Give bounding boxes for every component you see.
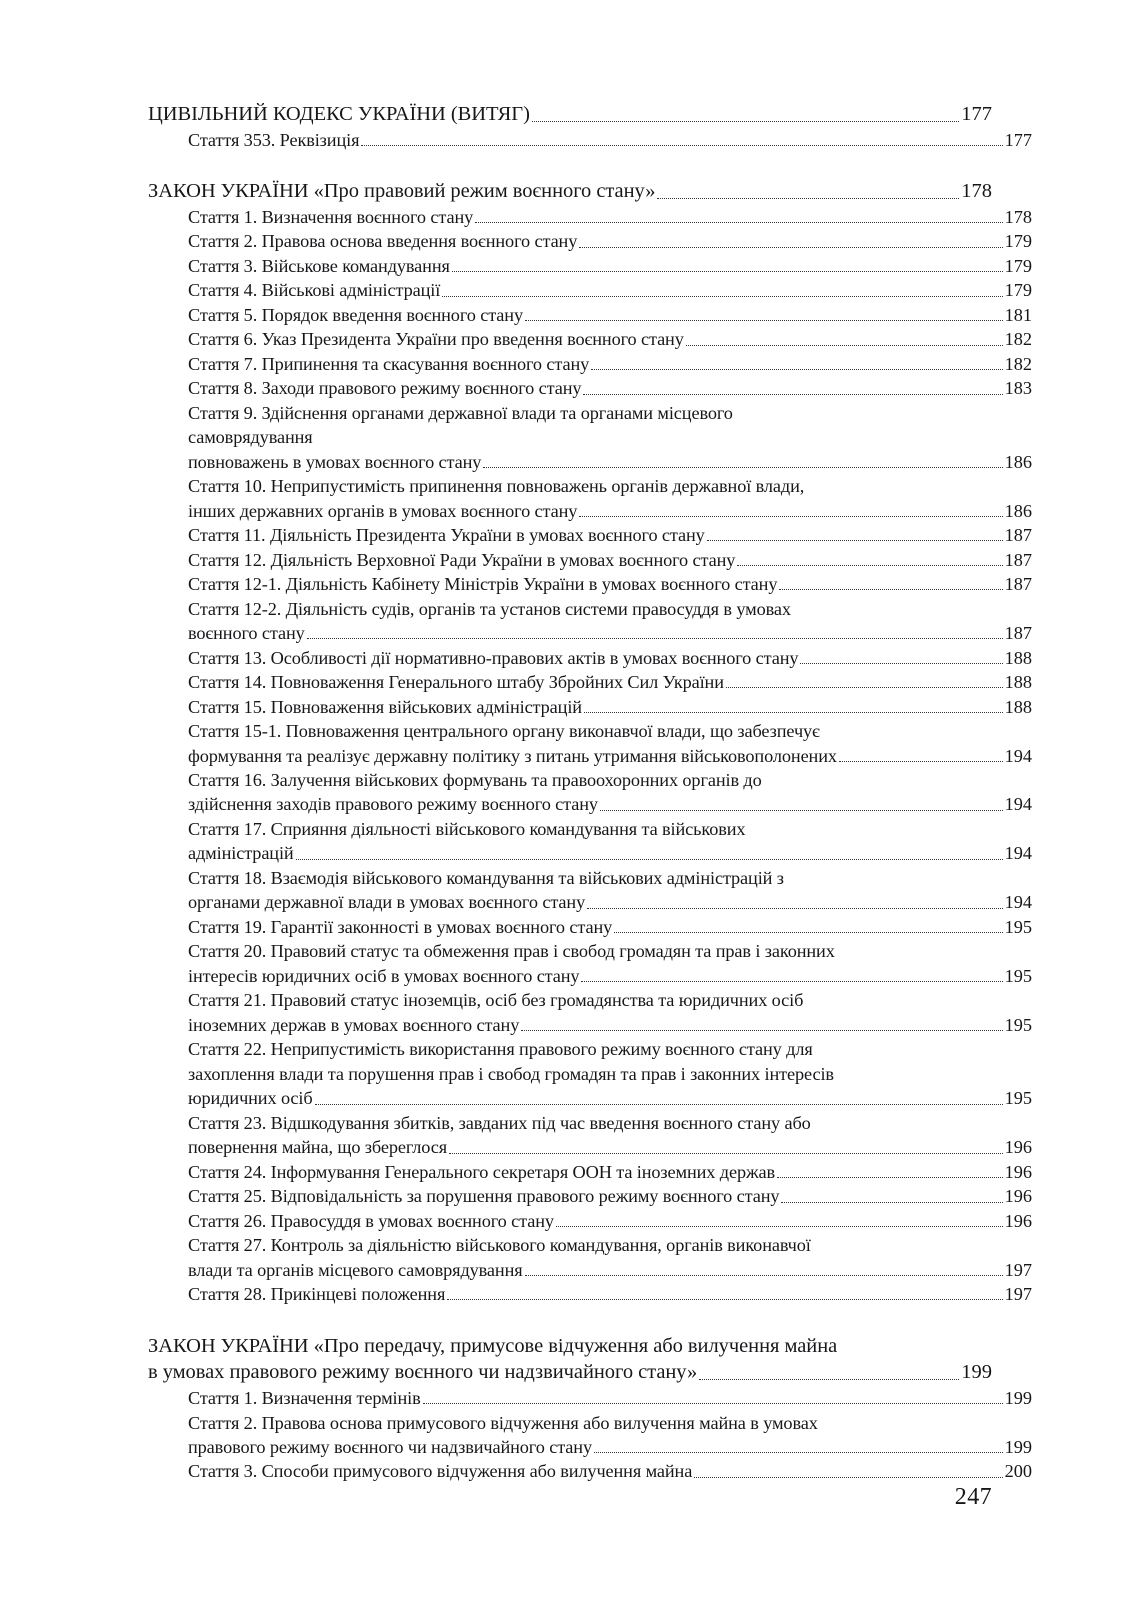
entry-page-number: 187 [1004,574,1032,595]
toc-article-entry[interactable] [148,131,1032,149]
toc-article-entry[interactable] [148,330,1032,348]
entry-page-number: 195 [1004,916,1032,937]
toc-article-entry-continuation [148,771,1032,789]
entry-page-number: 182 [1004,353,1032,374]
toc-article-entry[interactable] [148,967,1032,985]
article-title: Стаття 19. Гарантії законності в умовах воєнного стану [188,916,613,937]
article-title: Стаття 28. Прикінцеві положення [188,1284,446,1305]
entry-page-number: 196 [1004,1210,1032,1231]
dot-leader [737,553,1002,569]
toc-section-entry[interactable] [148,104,992,125]
dot-leader [525,1263,1003,1279]
toc-article-entry[interactable] [148,1163,1032,1181]
article-title: Стаття 27. Контроль за діяльністю військового командування, органів виконавчої [188,1235,811,1256]
dot-leader [583,382,1002,398]
toc-article-entry[interactable] [148,1261,1032,1279]
toc-article-entry[interactable] [148,453,1032,471]
article-title: інтересів юридичних осіб в умовах воєнного стану [188,965,580,986]
entry-page-number: 186 [1004,500,1032,521]
toc-article-entry-continuation [148,1414,1032,1432]
toc-article-entry[interactable] [148,1438,1032,1456]
toc-article-entry[interactable] [148,1212,1032,1230]
dot-leader [447,1287,1002,1303]
article-title: Стаття 2. Правова основа введення воєнного стану [188,231,578,252]
article-title: Стаття 4. Військові адміністрації [188,280,441,301]
toc-article-entry[interactable] [148,208,1032,226]
toc-section-entry[interactable] [148,1362,992,1383]
toc-article-entry[interactable] [148,379,1032,397]
dot-leader [587,896,1002,912]
article-title: інших державних органів в умовах воєнного стану [188,500,578,521]
toc-article-entry-continuation [148,869,1032,887]
article-title: Стаття 12. Діяльність Верховної Ради України в умовах воєнного стану [188,549,736,570]
article-title: воєнного стану [188,623,305,644]
dot-leader [800,651,1002,667]
dot-leader [525,308,1003,324]
entry-page-number: 196 [1004,1161,1032,1182]
article-title: Стаття 3. Способи примусового відчуження або вилучення майна [188,1461,693,1482]
dot-leader [307,626,1003,642]
entry-page-number: 188 [1004,696,1032,717]
dot-leader [579,504,1002,520]
article-title: Стаття 26. Правосуддя в умовах воєнного стану [188,1210,554,1231]
article-title: правового режиму воєнного чи надзвичайного стану [188,1437,592,1457]
entry-page-number: 178 [1004,206,1032,227]
section-spacer [148,1310,992,1336]
toc-article-entry-continuation [148,404,1032,422]
toc-article-entry[interactable] [148,918,1032,936]
section-title: ЦИВІЛЬНИЙ КОДЕКС УКРАЇНИ (ВИТЯГ) [148,103,530,125]
toc-article-entry[interactable] [148,575,1032,593]
toc-article-entry[interactable] [148,624,1032,642]
dot-leader [442,284,1002,300]
entry-page-number: 194 [1004,745,1032,766]
dot-leader [839,749,1003,765]
toc-article-entry[interactable] [148,232,1032,250]
entry-page-number: 179 [1004,255,1032,276]
entry-page-number: 199 [1004,1437,1032,1457]
entry-page-number: 199 [961,1361,992,1384]
article-title: самоврядування [188,427,313,448]
toc-article-entry[interactable] [148,1089,1032,1107]
article-title: Стаття 12-2. Діяльність судів, органів та установ системи правосуддя в умовах [188,598,791,619]
toc-article-entry-continuation [148,722,1032,740]
article-title: повернення майна, що збереглося [188,1137,448,1158]
entry-page-number: 187 [1004,623,1032,644]
entry-page-number: 196 [1004,1186,1032,1207]
section-spacer [148,155,992,181]
article-title: влади та органів місцевого самоврядування [188,1259,523,1280]
entry-page-number: 179 [1004,231,1032,252]
toc-article-entry[interactable] [148,844,1032,862]
entry-page-number: 188 [1004,672,1032,693]
dot-leader [361,133,1002,149]
article-title: Стаття 24. Інформування Генерального секретаря ООН та іноземних держав [188,1161,775,1182]
article-title: юридичних осіб [188,1088,313,1109]
toc-article-entry-continuation [148,991,1032,1009]
article-title: Стаття 3. Військове командування [188,255,450,276]
toc-article-entry-continuation [148,477,1032,495]
table-of-contents [148,103,1032,1487]
dot-leader [584,700,1003,716]
article-title: Стаття 25. Відповідальність за порушення правового режиму воєнного стану [188,1186,780,1207]
dot-leader [600,798,1003,814]
entry-page-number: 194 [1004,794,1032,815]
entry-page-number: 194 [1004,892,1032,913]
dot-leader [657,186,959,202]
entry-page-number: 177 [1004,129,1032,150]
toc-article-entry[interactable] [148,698,1032,716]
toc-article-entry-continuation [148,942,1032,960]
entry-page-number: 197 [1004,1284,1032,1305]
dot-leader [475,210,1002,226]
dot-leader [581,969,1002,985]
article-title: органами державної влади в умовах воєнного стану [188,892,586,913]
toc-section-entry-continuation [148,1336,992,1357]
entry-page-number: 183 [1004,378,1032,399]
toc-article-entry-continuation [148,1040,1032,1058]
dot-leader [556,1214,1003,1230]
article-title: Стаття 12-1. Діяльність Кабінету Міністрів України в умовах воєнного стану [188,574,778,595]
toc-article-entry[interactable] [148,747,1032,765]
article-title: Стаття 353. Реквізиція [188,129,360,150]
entry-page-number: 186 [1004,451,1032,472]
toc-article-entry-continuation [148,428,1032,446]
toc-article-entry[interactable] [148,795,1032,813]
article-title: Стаття 13. Особливості дії нормативно-правових актів в умовах воєнного стану [188,647,799,668]
article-title: здійснення заходів правового режиму воєнного стану [188,794,598,815]
section-title: ЗАКОН УКРАЇНИ «Про передачу, примусове відчуження або вилучення майна [148,1334,838,1357]
article-title: Стаття 7. Припинення та скасування воєнного стану [188,353,590,374]
entry-page-number: 195 [1004,1014,1032,1035]
entry-page-number: 196 [1004,1137,1032,1158]
article-title: Стаття 15-1. Повноваження центрального органу виконавчої влади, що забезпечує [188,721,820,742]
entry-page-number: 187 [1004,549,1032,570]
article-title: Стаття 14. Повноваження Генерального штабу Збройних Сил України [188,672,724,693]
dot-leader [699,1367,959,1383]
dot-leader [315,1092,1003,1108]
toc-article-entry[interactable] [148,306,1032,324]
toc-article-entry[interactable] [148,355,1032,373]
toc-article-entry[interactable] [148,1462,1032,1480]
toc-article-entry[interactable] [148,1187,1032,1205]
page-number: 247 [954,1484,992,1510]
article-title: Стаття 20. Правовий статус та обмеження прав і свобод громадян та прав і законних [188,941,835,962]
toc-article-entry-continuation [148,1065,1032,1083]
article-title: Стаття 6. Указ Президента України про введення воєнного стану [188,329,684,350]
dot-leader [777,1165,1003,1181]
dot-leader [449,1141,1003,1157]
entry-page-number: 181 [1004,304,1032,325]
entry-page-number: 177 [961,103,992,125]
toc-article-entry[interactable] [148,673,1032,691]
article-title: Стаття 16. Залучення військових формувань та правоохоронних органів до [188,770,762,790]
article-title: Стаття 17. Сприяння діяльності військового командування та військових [188,818,746,839]
entry-page-number: 195 [1004,965,1032,986]
entry-page-number: 195 [1004,1088,1032,1109]
toc-article-entry-continuation [148,820,1032,838]
toc-article-entry[interactable] [148,257,1032,275]
toc-article-entry[interactable] [148,1285,1032,1303]
article-title: Стаття 22. Неприпустимість використання правового режиму воєнного стану для [188,1039,813,1060]
article-title: Стаття 1. Визначення воєнного стану [188,206,474,227]
dot-leader [296,847,1003,863]
entry-page-number: 179 [1004,280,1032,301]
entry-page-number: 178 [961,180,992,203]
toc-article-entry-continuation [148,1114,1032,1132]
entry-page-number: 182 [1004,329,1032,350]
article-title: повноважень в умовах воєнного стану [188,451,482,472]
dot-leader [726,675,1003,691]
article-title: Стаття 8. Заходи правового режиму воєнного стану [188,378,582,399]
toc-article-entry[interactable] [148,649,1032,667]
article-title: адміністрацій [188,843,294,864]
article-title: Стаття 1. Визначення термінів [188,1388,421,1409]
dot-leader [423,1391,1003,1407]
article-title: Стаття 2. Правова основа примусового відчуження або вилучення майна в умовах [188,1412,818,1433]
entry-page-number: 188 [1004,647,1032,668]
dot-leader [781,1190,1002,1206]
article-title: Стаття 5. Порядок введення воєнного стану [188,304,523,325]
toc-article-entry[interactable] [148,1138,1032,1156]
toc-section-entry[interactable] [148,181,992,202]
dot-leader [532,109,959,125]
toc-article-entry[interactable] [148,281,1032,299]
entry-page-number: 199 [1004,1388,1032,1409]
toc-article-entry[interactable] [148,551,1032,569]
entry-page-number: 194 [1004,843,1032,864]
section-title: ЗАКОН УКРАЇНИ «Про правовий режим воєнного стану» [148,180,656,203]
dot-leader [483,455,1002,471]
dot-leader [707,528,1003,544]
article-title: Стаття 18. Взаємодія військового командування та військових адміністрацій з [188,867,784,888]
entry-page-number: 187 [1004,525,1032,546]
toc-article-entry[interactable] [148,1016,1032,1034]
toc-article-entry-continuation [148,600,1032,618]
article-title: Стаття 15. Повноваження військових адміністрацій [188,696,582,717]
article-title: Стаття 11. Діяльність Президента України в умовах воєнного стану [188,525,705,546]
article-title: Стаття 21. Правовий статус іноземців, осіб без громадянства та юридичних осіб [188,990,804,1011]
section-title: в умовах правового режиму воєнного чи надзвичайного стану» [148,1361,698,1384]
article-title: Стаття 10. Неприпустимість припинення повноважень органів державної влади, [188,476,805,497]
article-title: формування та реалізує державну політику з питань утримання військовополонених [188,745,837,766]
article-title: захоплення влади та порушення прав і свобод громадян та прав і законних інтересів [188,1063,834,1084]
dot-leader [521,1018,1002,1034]
dot-leader [591,357,1002,373]
toc-article-entry-continuation [148,1236,1032,1254]
dot-leader [779,577,1002,593]
article-title: іноземних держав в умовах воєнного стану [188,1014,520,1035]
article-title: Стаття 9. Здійснення органами державної влади та органами місцевого [188,402,733,423]
entry-page-number: 200 [1004,1461,1032,1482]
toc-article-entry[interactable] [148,1389,1032,1407]
dot-leader [594,1440,1003,1456]
toc-article-entry[interactable] [148,502,1032,520]
article-title: Стаття 23. Відшкодування збитків, завданих під час введення воєнного стану або [188,1112,811,1133]
toc-article-entry[interactable] [148,526,1032,544]
dot-leader [452,259,1003,275]
dot-leader [694,1465,1002,1481]
dot-leader [614,920,1002,936]
entry-page-number: 197 [1004,1259,1032,1280]
dot-leader [686,333,1003,349]
toc-article-entry[interactable] [148,893,1032,911]
dot-leader [579,235,1002,251]
